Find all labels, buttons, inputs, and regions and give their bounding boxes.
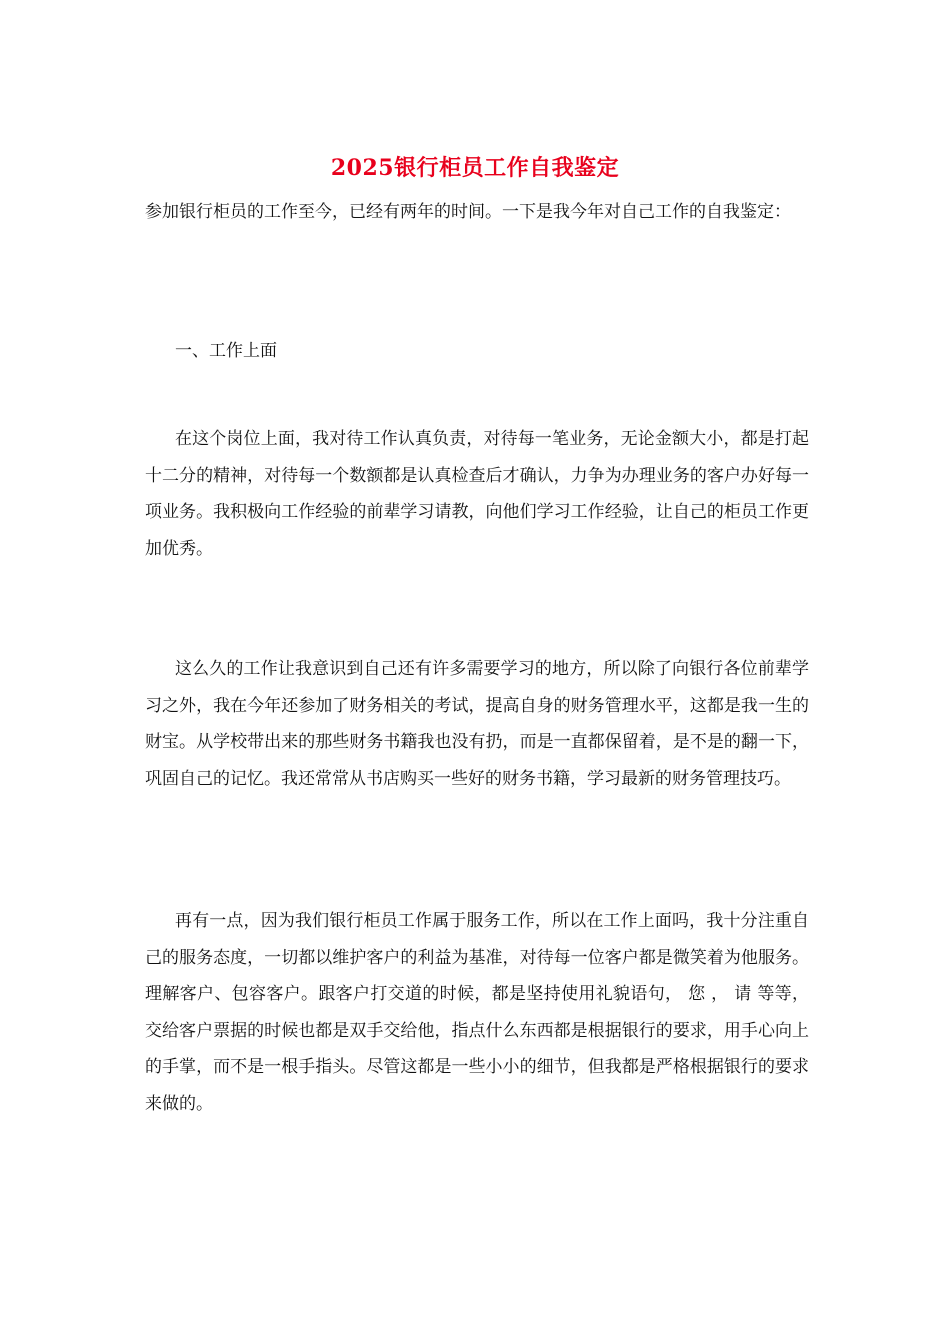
document-title: 2025银行柜员工作自我鉴定 — [330, 155, 620, 181]
section-heading: 一、工作上面 — [175, 341, 277, 361]
body-paragraph-2: 这么久的工作让我意识到自己还有许多需要学习的地方，所以除了向银行各位前辈学习之外，我在今年还参加了财务相关的考试，提高自身的财务管理水平，这都是我一生的财宝。从学校带出来的那些财务书籍我也没有扔，而是一直都保留着，是不是的翻一下，巩固自己的记忆。我还常常从书店购买一些好的财务书籍，学习最新的财务管理技巧。 — [145, 659, 809, 789]
intro-paragraph: 参加银行柜员的工作至今，已经有两年的时间。一下是我今年对自己工作的自我鉴定： — [145, 202, 791, 222]
body-paragraph-3: 再有一点，因为我们银行柜员工作属于服务工作，所以在工作上面吗，我十分注重自己的服务态度，一切都以维护客户的利益为基准，对待每一位客户都是微笑着为他服务。理解客户、包容客户。跟客户打交道的时候，都是坚持使用礼貌语句， 您 ， 请 等等，交给客户票据的时候也都是双手交给他，指点什么东西都是根据银行的要求，用手心向上的手掌，而不是一根手指头。尽管这都是一些小小的细节，但我都是严格根据银行的要求来做的。 — [145, 911, 809, 1114]
body-paragraph-1: 在这个岗位上面，我对待工作认真负责，对待每一笔业务，无论金额大小，都是打起十二分的精神，对待每一个数额都是认真检查后才确认，力争为办理业务的客户办好每一项业务。我积极向工作经验的前辈学习请教，向他们学习工作经验，让自己的柜员工作更加优秀。 — [145, 429, 809, 559]
